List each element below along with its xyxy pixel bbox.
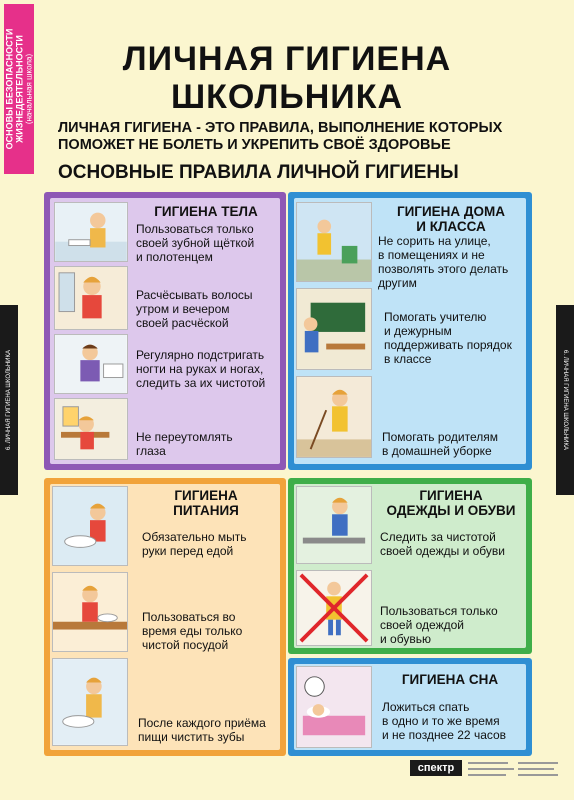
page-title (40, 40, 534, 116)
illustration-ironing-clothes (296, 486, 372, 564)
illustration-litter-bin (296, 202, 372, 282)
panel-food-hygiene (44, 478, 286, 756)
left-tab (0, 305, 18, 495)
panel-clothes-hygiene (288, 478, 532, 654)
panel-sleep-title: ГИГИЕНА СНА (401, 672, 499, 687)
right-tab (556, 305, 574, 495)
illustration-mopping (296, 376, 372, 458)
home-rule-3: Помогать родителям в домашней уборке (382, 430, 499, 458)
panel-home-title: ГИГИЕНА ДОМА И КЛАССА (396, 204, 506, 234)
illustration-classroom (296, 288, 372, 370)
panel-body-hygiene (44, 192, 286, 470)
intro-line-2: ПОМОЖЕТ НЕ БОЛЕТЬ И УКРЕПИТЬ СВОЁ ЗДОРОВЬЕ (58, 137, 451, 153)
food-rule-3: После каждого приёма пищи чистить зубы (138, 716, 266, 744)
fine-print (518, 768, 554, 770)
home-rule-1: Не сорить на улице, в помещениях и не позволять этого делать другим (378, 234, 509, 290)
series-line-2: ЖИЗНЕДЕЯТЕЛЬНОСТИ (14, 35, 25, 143)
series-sub: (начальная школа) (24, 53, 34, 125)
fine-print (518, 774, 558, 776)
illustration-tired-eyes (54, 398, 128, 460)
title-line-1: ЛИЧНАЯ ГИГИЕНА (122, 40, 452, 78)
illustration-washing-dishes (52, 572, 128, 652)
intro-line-1: ЛИЧНАЯ ГИГИЕНА - ЭТО ПРАВИЛА, ВЫПОЛНЕНИЕ КОТОРЫХ (58, 120, 503, 136)
series-line-1: ОСНОВЫ БЕЗОПАСНОСТИ (4, 28, 15, 150)
home-rule-2: Помогать учителю и дежурным поддерживать порядок в классе (384, 310, 512, 366)
left-tab-label: 6. ЛИЧНАЯ ГИГИЕНА ШКОЛЬНИКА (6, 350, 12, 450)
sleep-rule-1: Ложиться спать в одно и то же время и не позднее 22 часов (382, 700, 507, 742)
panel-body-title: ГИГИЕНА ТЕЛА (154, 204, 258, 219)
panel-sleep-hygiene (288, 658, 532, 756)
series-label (4, 4, 34, 174)
subtitle: ОСНОВНЫЕ ПРАВИЛА ЛИЧНОЙ ГИГИЕНЫ (58, 162, 459, 183)
fine-print (468, 774, 506, 776)
illustration-sleeping (296, 666, 372, 748)
illustration-brushing-teeth-after-meal (52, 658, 128, 746)
panel-food-title: ГИГИЕНА ПИТАНИЯ (173, 488, 239, 518)
illustration-combing-hair (54, 266, 128, 330)
intro-text (58, 120, 538, 154)
fine-print (518, 762, 558, 764)
panel-clothes-title: ГИГИЕНА ОДЕЖДЫ И ОБУВИ (386, 488, 516, 518)
publisher-logo: спектр (410, 760, 462, 776)
publisher-footer (410, 758, 560, 794)
panel-home-hygiene (288, 192, 532, 470)
fine-print (468, 768, 514, 770)
body-rule-1: Пользоваться только своей зубной щёткой и полотенцем (136, 222, 255, 264)
body-rule-2: Расчёсывать волосы утром и вечером своей расчёской (136, 288, 253, 330)
illustration-brushing-teeth (54, 202, 128, 262)
fine-print (468, 762, 508, 764)
illustration-washing-hands (52, 486, 128, 566)
clothes-rule-2: Пользоваться только своей одеждой и обувью (380, 604, 498, 646)
body-rule-4: Не переутомлять глаза (136, 430, 233, 458)
illustration-no-sharing-clothes (296, 570, 372, 646)
food-rule-1: Обязательно мыть руки перед едой (142, 530, 247, 558)
right-tab-label: 6. ЛИЧНАЯ ГИГИЕНА ШКОЛЬНИКА (562, 350, 568, 450)
title-line-2: ШКОЛЬНИКА (170, 78, 404, 116)
illustration-trimming-nails (54, 334, 128, 394)
clothes-rule-1: Следить за чистотой своей одежды и обуви (380, 530, 505, 558)
food-rule-2: Пользоваться во время еды только чистой посудой (142, 610, 243, 652)
body-rule-3: Регулярно подстригать ногти на руках и ногах, следить за их чистотой (136, 348, 266, 390)
